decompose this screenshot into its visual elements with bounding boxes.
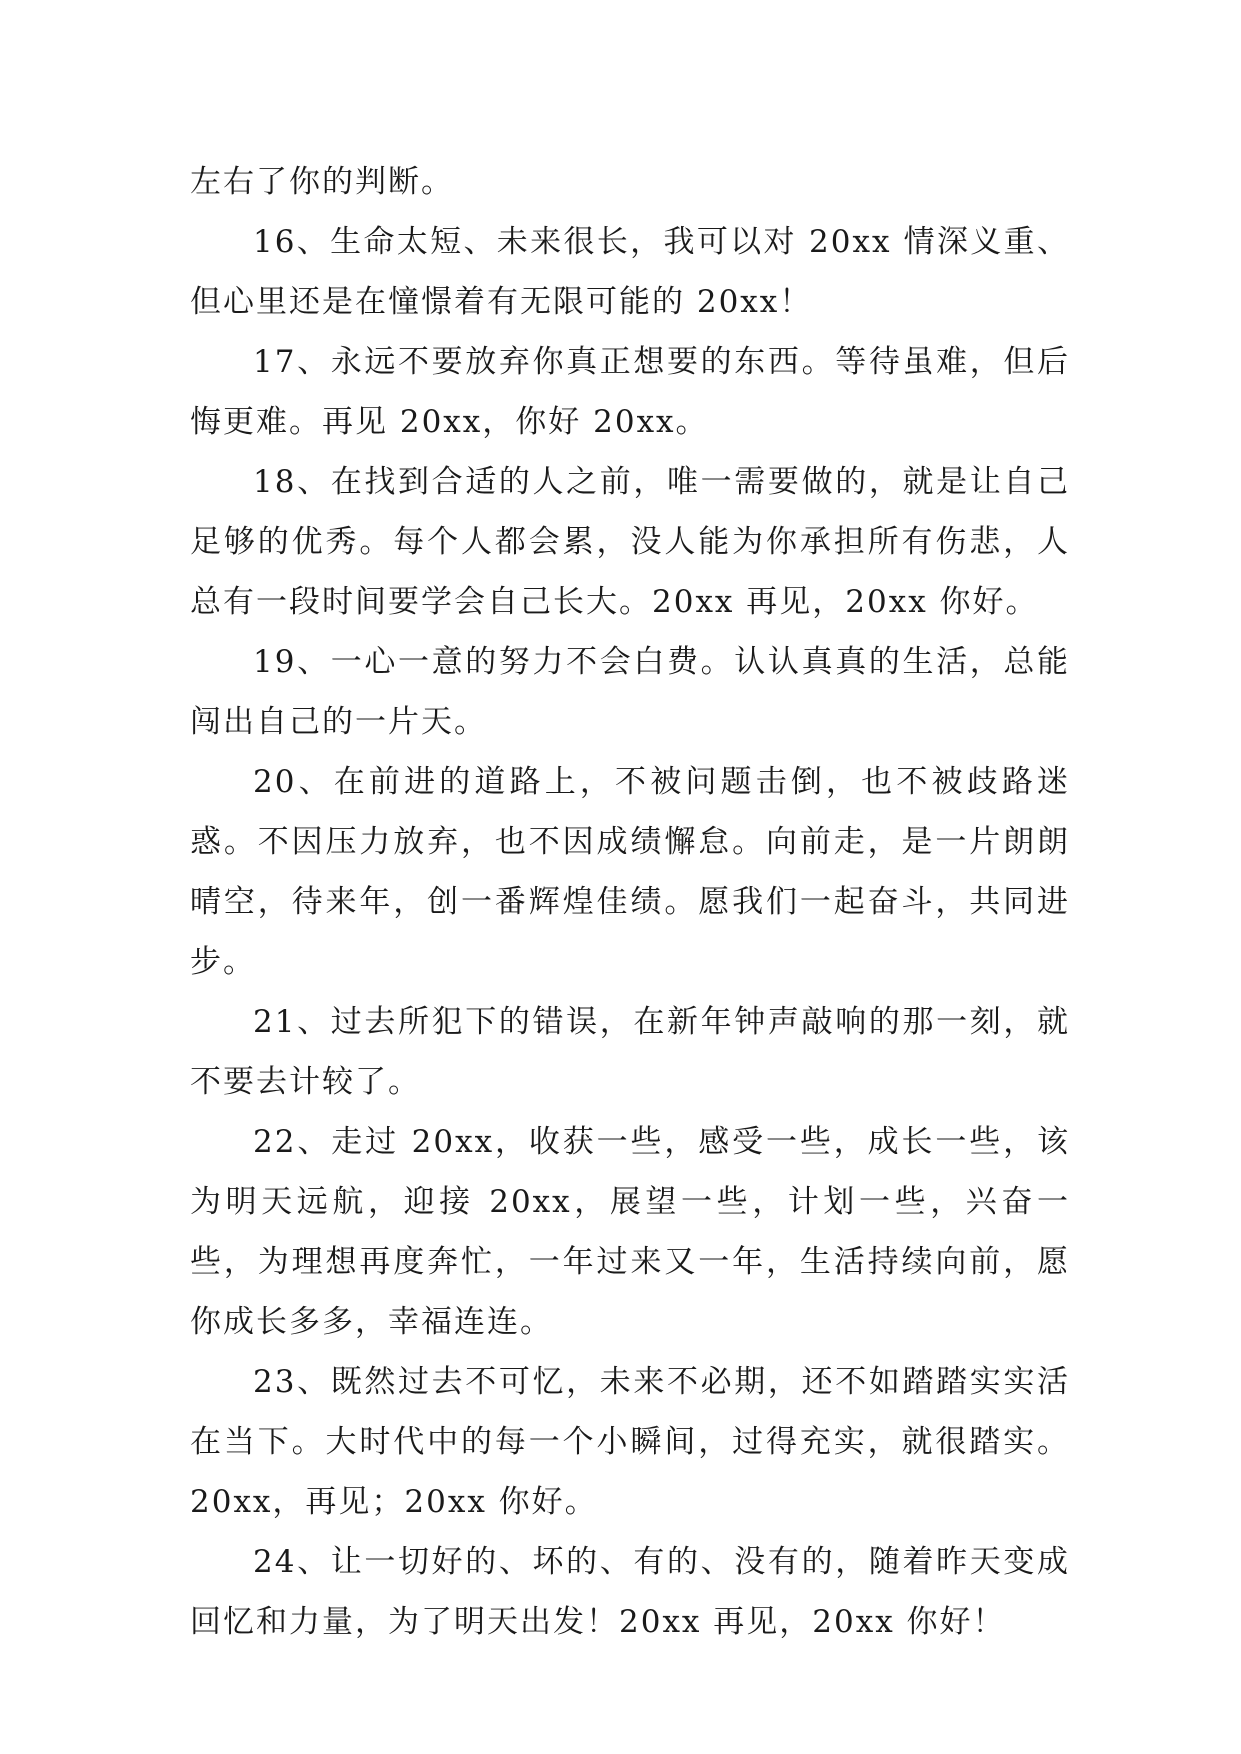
document-body <box>190 152 1070 1652</box>
paragraph-18: 18、在找到合适的人之前，唯一需要做的，就是让自己足够的优秀。每个人都会累，没人能为你承担所有伤悲，人总有一段时间要学会自己长大。20xx 再见，20xx 你好。 <box>190 464 1070 620</box>
paragraph-21: 21、过去所犯下的错误，在新年钟声敲响的那一刻，就不要去计较了。 <box>190 1004 1070 1100</box>
paragraph-23: 23、既然过去不可忆，未来不必期，还不如踏踏实实活在当下。大时代中的每一个小瞬间，过得充实，就很踏实。20xx，再见；20xx 你好。 <box>190 1364 1070 1520</box>
paragraph-17: 17、永远不要放弃你真正想要的东西。等待虽难，但后悔更难。再见 20xx，你好 20xx。 <box>190 344 1070 440</box>
paragraph-20: 20、在前进的道路上，不被问题击倒，也不被歧路迷惑。不因压力放弃，也不因成绩懈怠。向前走，是一片朗朗晴空，待来年，创一番辉煌佳绩。愿我们一起奋斗，共同进步。 <box>190 764 1070 980</box>
paragraph-16: 16、生命太短、未来很长，我可以对 20xx 情深义重、但心里还是在憧憬着有无限可能的 20xx！ <box>190 224 1070 320</box>
paragraph-continuation: 左右了你的判断。 <box>190 164 454 200</box>
paragraph-19: 19、一心一意的努力不会白费。认认真真的生活，总能闯出自己的一片天。 <box>190 644 1070 740</box>
paragraph-22: 22、走过 20xx，收获一些，感受一些，成长一些，该为明天远航，迎接 20xx，展望一些，计划一些，兴奋一些，为理想再度奔忙，一年过来又一年，生活持续向前，愿你成长多多，幸福连连。 <box>190 1124 1070 1340</box>
paragraph-24: 24、让一切好的、坏的、有的、没有的，随着昨天变成回忆和力量，为了明天出发！20xx 再见，20xx 你好！ <box>190 1544 1070 1640</box>
